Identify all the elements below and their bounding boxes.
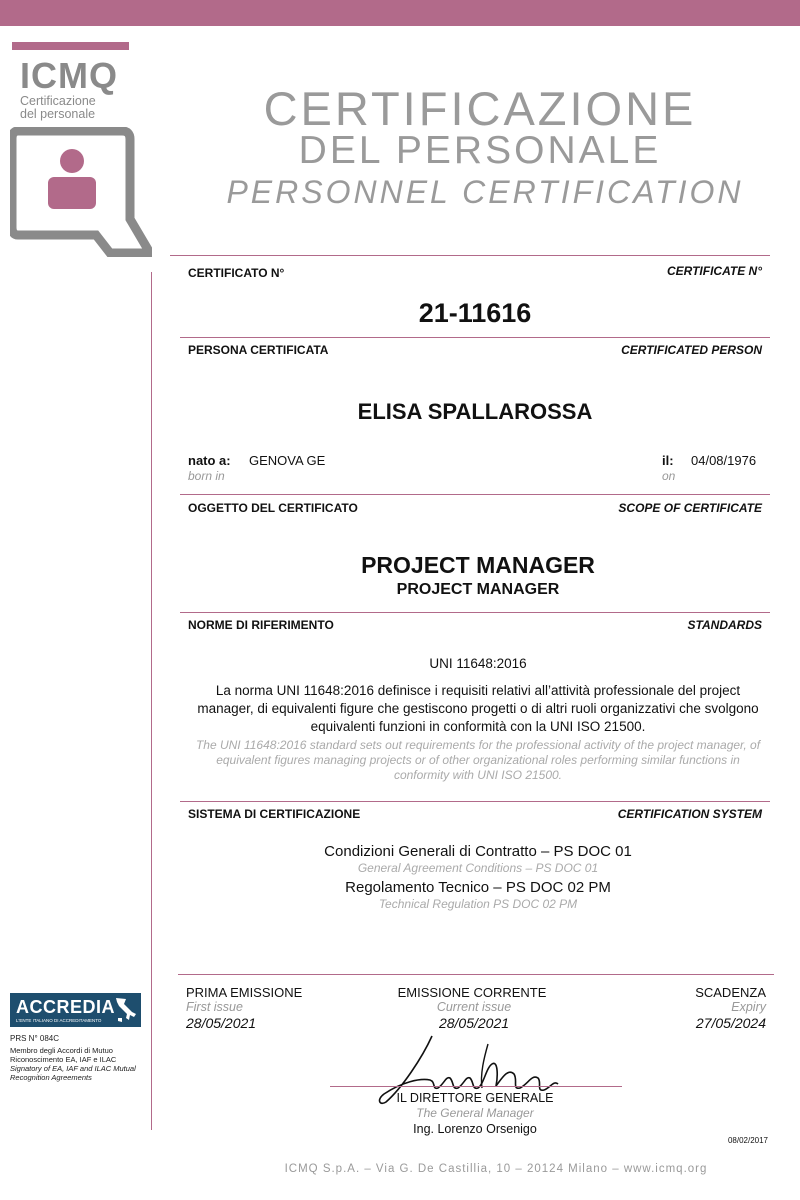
certificate-number: 21-11616	[418, 298, 532, 328]
standards-label-en: STANDARDS	[687, 618, 762, 632]
current-issue-date: 28/05/2021	[438, 1015, 510, 1031]
standard-description-it: La norma UNI 11648:2016 definisce i requisiti relativi all’attività professionale del project manager, di equivalenti figure che gestiscono progetti o di altri ruoli organizzativi che svolgono equivalenti funzioni in conformità con la UNI ISO 21500.	[197, 683, 759, 734]
certificate-label-it: CERTIFICATO N°	[188, 266, 285, 280]
signatory-title-en: The General Manager	[416, 1106, 534, 1120]
accredia-text-it: Membro degli Accordi di Mutuo Riconoscimento EA, IAF e ILAC	[10, 1046, 117, 1064]
current-issue-label-en: Current issue	[436, 1000, 512, 1014]
system-doc1-it: Condizioni Generali di Contratto – PS DOC 01	[324, 843, 632, 860]
divider	[180, 612, 770, 613]
birthdate-label-en: on	[662, 469, 676, 483]
logo-name: ICMQ	[20, 55, 118, 96]
person-q-logo-icon	[10, 127, 152, 257]
system-label-en: CERTIFICATION SYSTEM	[617, 807, 762, 821]
person-label-en: CERTIFICATED PERSON	[621, 343, 762, 357]
divider	[180, 337, 770, 338]
logo-subtitle	[20, 95, 130, 121]
accredia-name: ACCREDIA	[16, 997, 116, 1017]
divider	[178, 974, 774, 975]
scope-title-it: PROJECT MANAGER	[361, 552, 595, 578]
signature-line	[330, 1086, 622, 1087]
title-line2: DEL PERSONALE	[298, 129, 662, 172]
standard-description-en: The UNI 11648:2016 standard sets out requirements for the professional activity of the project manager, of equivalent figures managing projects or of other organizational roles performing similar functions in conformity with UNI ISO 21500.	[195, 738, 761, 782]
first-issue-date: 28/05/2021	[186, 1015, 257, 1031]
first-issue-label-it: PRIMA EMISSIONE	[186, 985, 303, 1000]
system-doc2-en: Technical Regulation PS DOC 02 PM	[378, 897, 578, 911]
logo-bar	[12, 42, 129, 50]
accredia-subtitle: L'ENTE ITALIANO DI ACCREDITAMENTO	[16, 1018, 102, 1023]
scope-title-en: PROJECT MANAGER	[396, 581, 560, 598]
birth-date: 04/08/1976	[691, 453, 757, 468]
system-label-it: SISTEMA DI CERTIFICAZIONE	[188, 807, 361, 821]
standards-label-it: NORME DI RIFERIMENTO	[188, 618, 334, 632]
title-line1: CERTIFICAZIONE	[263, 82, 697, 135]
born-label-it: nato a:	[188, 453, 231, 468]
birthdate-label-it: il:	[662, 453, 674, 468]
expiry-label-it: SCADENZA	[695, 985, 766, 1000]
scope-label-it: OGGETTO DEL CERTIFICATO	[188, 501, 358, 515]
logo-subtitle-line1: Certificazione	[20, 94, 96, 108]
person-name: ELISA SPALLAROSSA	[357, 399, 593, 424]
first-issue-label-en: First issue	[186, 1000, 243, 1014]
document-date: 08/02/2017	[727, 1136, 768, 1145]
system-doc2-it: Regolamento Tecnico – PS DOC 02 PM	[345, 879, 611, 896]
footer-address: ICMQ S.p.A. – Via G. De Castillia, 10 – 20124 Milano – www.icmq.org	[284, 1163, 708, 1175]
current-issue-label-it: EMISSIONE CORRENTE	[397, 985, 547, 1000]
accredia-text-en: Signatory of EA, IAF and ILAC Mutual Recognition Agreements	[10, 1064, 136, 1082]
top-band	[0, 0, 800, 26]
italy-map-icon	[112, 996, 138, 1024]
scope-label-en: SCOPE OF CERTIFICATE	[618, 501, 762, 515]
logo-subtitle-line2: del personale	[20, 107, 96, 121]
accredia-prs: PRS N° 084C	[10, 1034, 59, 1043]
person-label-it: PERSONA CERTIFICATA	[188, 343, 329, 357]
divider	[180, 494, 770, 495]
expiry-label-en: Expiry	[731, 1000, 766, 1014]
certificate-label-en: CERTIFICATE N°	[666, 264, 762, 278]
signatory-name: Ing. Lorenzo Orsenigo	[413, 1122, 537, 1136]
left-vertical-line	[151, 272, 152, 1130]
divider	[170, 255, 770, 256]
standard-code: UNI 11648:2016	[429, 656, 527, 671]
birthplace: GENOVA GE	[249, 453, 326, 468]
title-line3: PERSONNEL CERTIFICATION	[226, 174, 744, 210]
divider	[180, 801, 770, 802]
born-label-en: born in	[188, 469, 225, 483]
signatory-title-it: IL DIRETTORE GENERALE	[396, 1091, 554, 1105]
expiry-date: 27/05/2024	[695, 1015, 766, 1031]
system-doc1-en: General Agreement Conditions – PS DOC 01	[357, 861, 599, 875]
